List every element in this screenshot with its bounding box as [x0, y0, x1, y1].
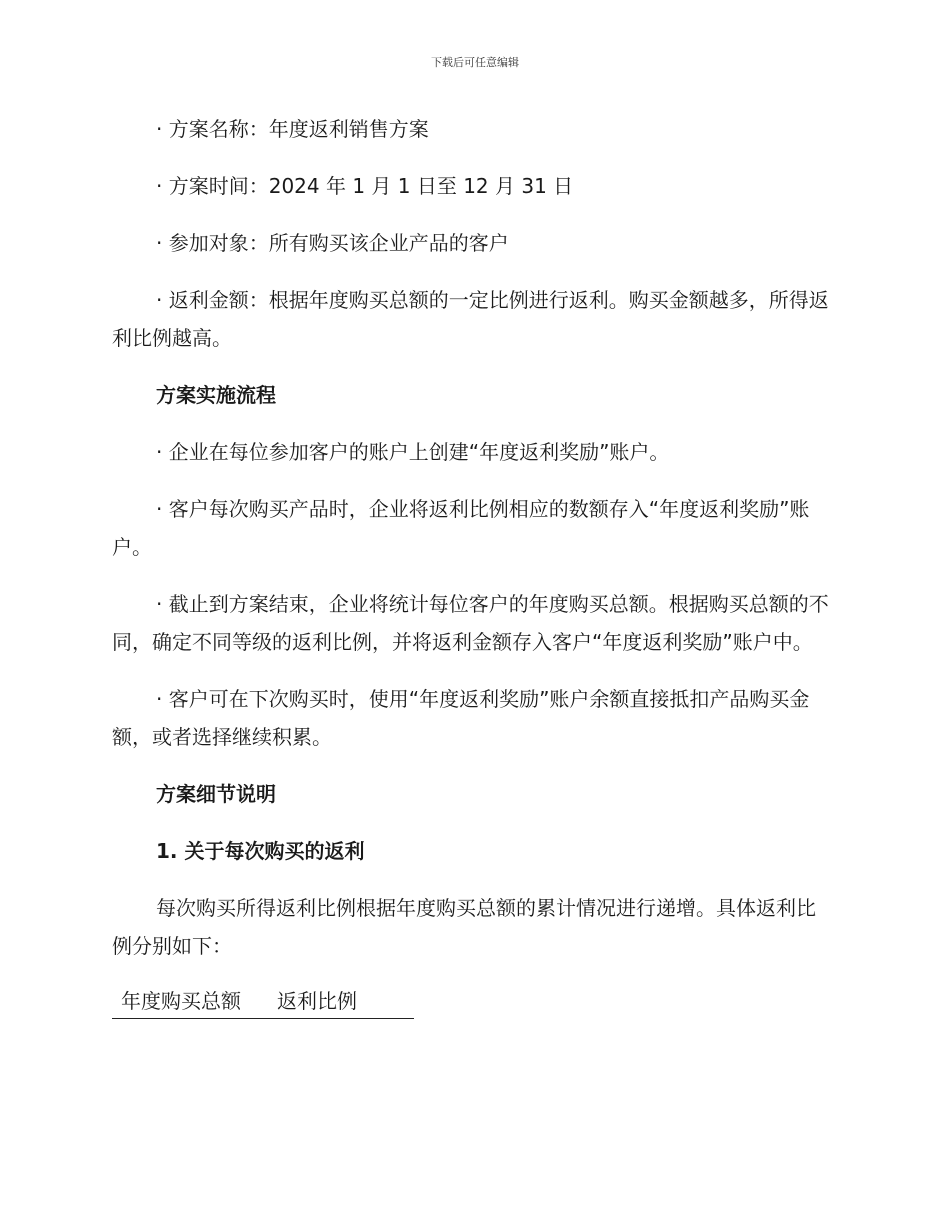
scheme-time-item: · 方案时间：2024 年 1 月 1 日至 12 月 31 日: [156, 174, 574, 198]
process-step-1: · 企业在每位参加客户的账户上创建“年度返利奖励”账户。: [156, 440, 670, 464]
section-heading-implementation: 方案实施流程: [156, 383, 276, 407]
section-heading-details: 方案细节说明: [156, 782, 276, 806]
subsection-heading-per-purchase: 1. 关于每次购买的返利: [156, 839, 365, 863]
participants-item: · 参加对象：所有购买该企业产品的客户: [156, 231, 509, 255]
process-step-2: · 客户每次购买产品时，企业将返利比例相应的数额存入“年度返利奖励”账户。: [112, 497, 810, 559]
table-header-annual-total: 年度购买总额: [121, 989, 241, 1013]
page-header: 下载后可任意编辑: [431, 56, 519, 69]
process-step-4: · 客户可在下次购买时，使用“年度返利奖励”账户余额直接抵扣产品购买金额，或者选择继续积累。: [112, 687, 810, 749]
table-header-rebate-ratio: 返利比例: [277, 989, 357, 1013]
rebate-description: 每次购买所得返利比例根据年度购买总额的累计情况进行递增。具体返利比例分别如下：: [112, 896, 816, 958]
rebate-table-header: [112, 984, 414, 1019]
process-step-3: · 截止到方案结束，企业将统计每位客户的年度购买总额。根据购买总额的不同，确定不同等级的返利比例，并将返利金额存入客户“年度返利奖励”账户中。: [112, 592, 829, 654]
rebate-amount-item: · 返利金额：根据年度购买总额的一定比例进行返利。购买金额越多，所得返利比例越高。: [112, 288, 829, 350]
scheme-name-item: · 方案名称：年度返利销售方案: [156, 117, 429, 141]
document-body: [112, 110, 832, 1019]
